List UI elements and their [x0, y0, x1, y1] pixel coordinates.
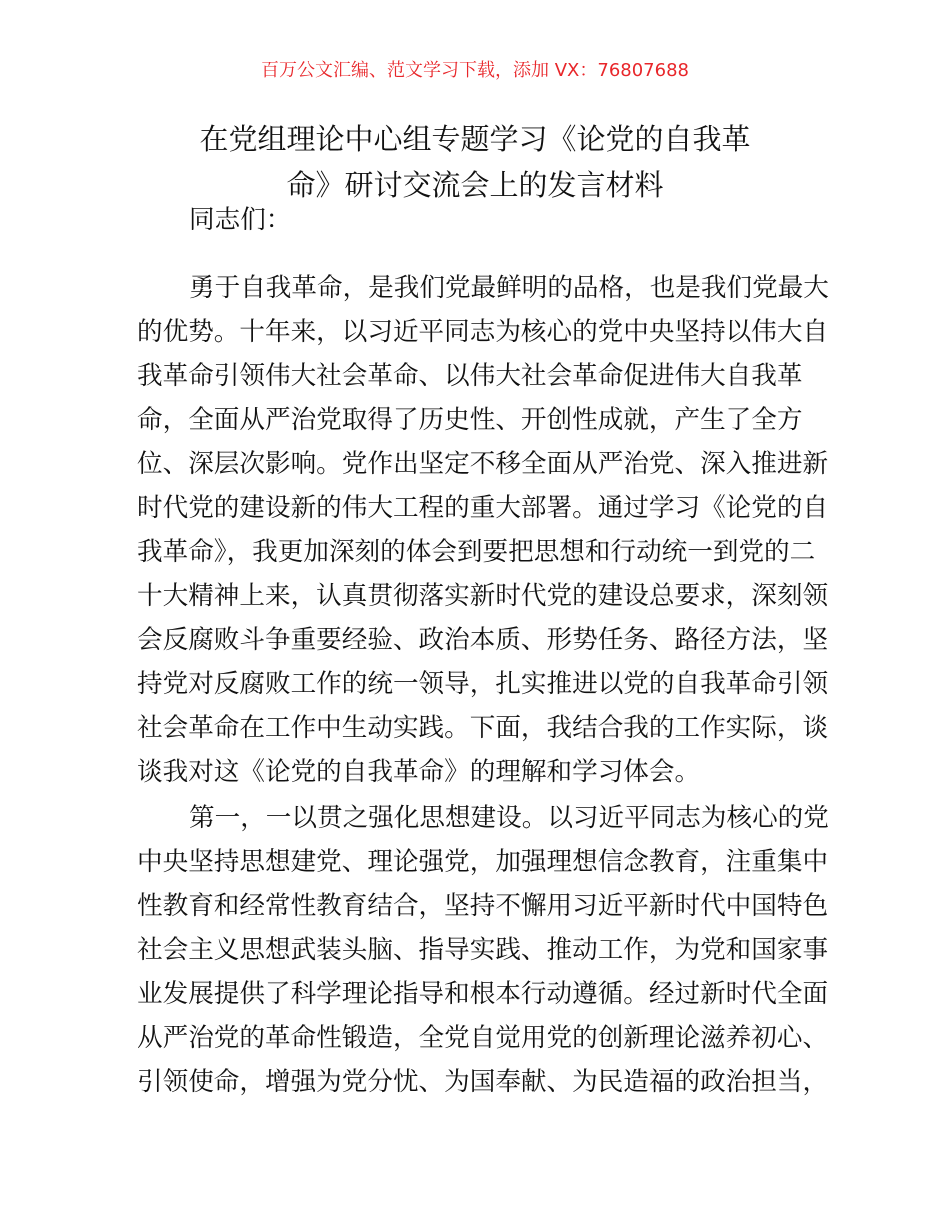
paragraph-line: 性教育和经常性教育结合，坚持不懈用习近平新时代中国特色	[137, 891, 829, 921]
paragraph-line: 业发展提供了科学理论指导和根本行动遵循。经过新时代全面	[137, 979, 829, 1009]
paragraph-line: 引领使命，增强为党分忧、为国奉献、为民造福的政治担当，	[137, 1067, 829, 1097]
paragraph-line: 时代党的建设新的伟大工程的重大部署。通过学习《论党的自	[137, 493, 829, 523]
paragraph-line: 从严治党的革命性锻造，全党自觉用党的创新理论滋养初心、	[137, 1023, 829, 1053]
paragraph-line: 谈我对这《论党的自我革命》的理解和学习体会。	[137, 757, 701, 787]
paragraph-line: 我革命》，我更加深刻的体会到要把思想和行动统一到党的二	[137, 537, 816, 567]
paragraph-line: 勇于自我革命，是我们党最鲜明的品格，也是我们党最大	[189, 273, 829, 303]
paragraph-line: 十大精神上来，认真贯彻落实新时代党的建设总要求，深刻领	[137, 581, 829, 611]
paragraph-line: 我革命引领伟大社会革命、以伟大社会革命促进伟大自我革	[137, 361, 803, 391]
paragraph-line: 社会革命在工作中生动实践。下面，我结合我的工作实际，谈	[137, 713, 829, 743]
title-line: 命》研讨交流会上的发言材料	[286, 168, 664, 202]
greeting	[137, 198, 817, 242]
document-title	[0, 116, 950, 208]
paragraph-line: 第一，一以贯之强化思想建设。以习近平同志为核心的党	[189, 803, 829, 833]
paragraph-2	[137, 796, 829, 1104]
watermark-header: 百万公文汇编、范文学习下载，添加 VX：76807688	[261, 60, 689, 81]
paragraph-line: 中央坚持思想建党、理论强党，加强理想信念教育，注重集中	[137, 847, 829, 877]
paragraph-1	[137, 266, 829, 794]
paragraph-line: 位、深层次影响。党作出坚定不移全面从严治党、深入推进新	[137, 449, 829, 479]
title-line: 在党组理论中心组专题学习《论党的自我革	[199, 122, 751, 156]
paragraph-line: 社会主义思想武装头脑、指导实践、推动工作，为党和国家事	[137, 935, 829, 965]
paragraph-line: 持党对反腐败工作的统一领导，扎实推进以党的自我革命引领	[137, 669, 829, 699]
paragraph-line: 命，全面从严治党取得了历史性、开创性成就，产生了全方	[137, 405, 803, 435]
greeting-text: 同志们：	[189, 205, 292, 235]
paragraph-line: 的优势。十年来，以习近平同志为核心的党中央坚持以伟大自	[137, 317, 829, 347]
paragraph-line: 会反腐败斗争重要经验、政治本质、形势任务、路径方法，坚	[137, 625, 829, 655]
